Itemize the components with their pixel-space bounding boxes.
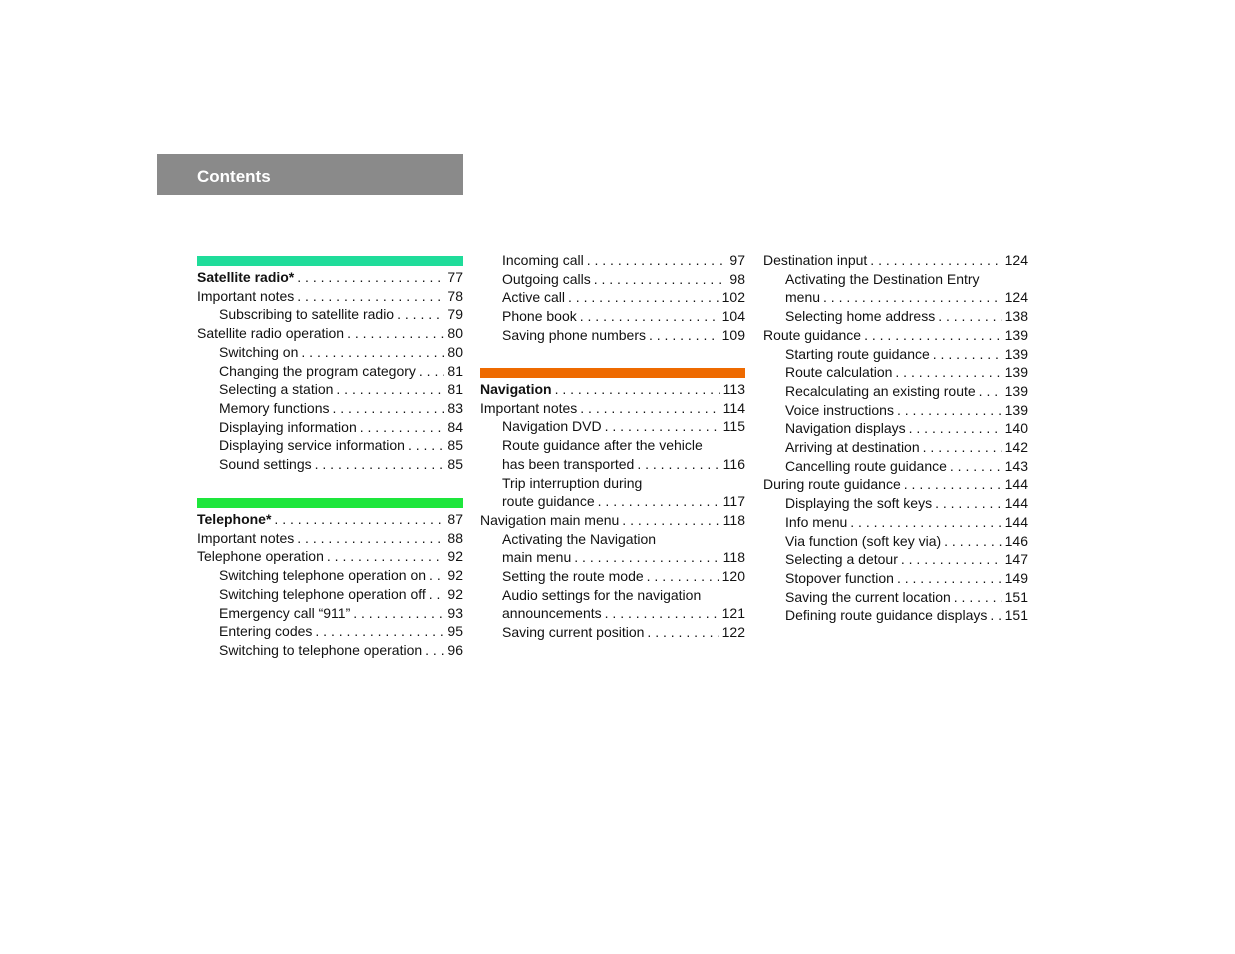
toc-entry-page: 98 [729, 270, 745, 287]
toc-entry[interactable] [480, 511, 745, 530]
toc-entry-title: Telephone* [197, 511, 272, 527]
toc-entry-title: Emergency call “911” [219, 604, 351, 621]
toc-entry-title: Info menu [785, 513, 848, 530]
toc-entry-page: 138 [1004, 308, 1028, 325]
toc-leader-dots [301, 343, 444, 362]
toc-entry-title: Selecting a station [219, 381, 334, 398]
toc-entry[interactable] [480, 399, 745, 418]
toc-entry[interactable] [785, 569, 1028, 588]
toc-entry-page: 142 [1004, 439, 1028, 455]
toc-entry-title: Audio settings for the navigation [502, 586, 702, 603]
toc-entry-title: Navigation main menu [480, 511, 620, 528]
toc-entry-title: Important notes [480, 399, 578, 416]
toc-entry-title: Route calculation [785, 364, 893, 381]
toc-entry[interactable] [502, 548, 745, 567]
toc-leader-dots [983, 270, 1025, 289]
toc-leader-dots [645, 474, 742, 493]
toc-leader-dots [587, 251, 727, 270]
toc-leader-dots [897, 401, 1002, 420]
toc-leader-dots [950, 457, 1002, 476]
toc-entry[interactable] [219, 436, 463, 455]
toc-entry[interactable] [219, 305, 463, 324]
toc-leader-dots [850, 513, 1001, 532]
toc-entry-title: Changing the program category [219, 362, 416, 379]
toc-leader-dots [622, 511, 719, 530]
contents-header [157, 154, 463, 195]
toc-entry[interactable] [763, 251, 1028, 270]
toc-entry-title: Route guidance after the vehicle [502, 437, 703, 454]
toc-entry[interactable] [197, 547, 463, 566]
toc-entry-page: 139 [1004, 364, 1028, 381]
toc-entry-page: 85 [447, 456, 463, 472]
toc-entry[interactable] [219, 566, 463, 585]
toc-leader-dots [327, 547, 445, 566]
toc-entry[interactable] [219, 641, 463, 660]
toc-entry-title: Sound settings [219, 456, 312, 472]
toc-leader-dots [935, 494, 1002, 513]
toc-leader-dots [408, 436, 444, 455]
toc-entry[interactable] [785, 382, 1028, 401]
toc-entry-title: Switching to telephone operation [219, 641, 423, 658]
toc-entry-page: 92 [447, 548, 463, 565]
toc-entry-title: Telephone operation [197, 548, 324, 565]
toc-entry-page: 92 [447, 585, 463, 602]
toc-entry-page: 146 [1004, 532, 1028, 549]
toc-entry[interactable] [219, 343, 463, 362]
toc-entry[interactable] [763, 326, 1028, 345]
telephone-section-bar [197, 498, 463, 508]
toc-leader-dots [647, 623, 718, 642]
toc-leader-dots [274, 510, 444, 529]
toc-leader-dots [649, 326, 719, 345]
toc-entry-title: Activating the Destination Entry [785, 270, 980, 287]
toc-entry-title: route guidance [502, 493, 595, 510]
toc-leader-dots [336, 380, 444, 399]
toc-entry-title: Navigation DVD [502, 418, 602, 435]
toc-leader-dots [397, 305, 444, 324]
toc-leader-dots [315, 622, 444, 641]
toc-leader-dots [979, 382, 1002, 401]
toc-entry-title: Arriving at destination [785, 439, 920, 455]
toc-entry-page: 117 [722, 493, 745, 510]
toc-entry-page: 151 [1004, 588, 1028, 605]
toc-entry-page: 120 [721, 568, 745, 584]
toc-entry[interactable] [785, 419, 1028, 438]
page-title: Contents [197, 167, 271, 186]
navigation-section-bar [480, 368, 745, 378]
toc-entry-title: Destination input [763, 252, 868, 268]
toc-leader-dots [297, 268, 444, 287]
toc-entry[interactable] [785, 494, 1028, 513]
toc-entry[interactable] [197, 510, 463, 529]
toc-entry-page: 139 [1004, 326, 1028, 343]
toc-entry-title: menu [785, 289, 821, 306]
toc-entry-title: Displaying information [219, 418, 357, 435]
toc-entry-title: Route guidance [763, 326, 862, 343]
toc-leader-dots [637, 455, 719, 474]
toc-entry-title: Entering codes [219, 623, 313, 640]
toc-leader-dots [605, 604, 719, 623]
toc-entry-title: Activating the Navigation [502, 530, 657, 547]
toc-entry-page: 144 [1004, 495, 1028, 512]
toc-entry[interactable] [785, 588, 1028, 607]
toc-entry-page: 139 [1004, 382, 1028, 399]
toc-entry-page: 139 [1004, 345, 1028, 362]
toc-leader-dots [574, 548, 719, 567]
toc-entry-title: Recalculating an existing route [785, 382, 976, 399]
toc-entry[interactable] [502, 604, 745, 623]
toc-entry-title: Subscribing to satellite radio [219, 306, 395, 323]
toc-entry-page: 122 [721, 624, 745, 641]
toc-entry-title: Displaying the soft keys [785, 495, 933, 512]
toc-entry-page: 84 [447, 418, 463, 435]
toc-entry[interactable] [785, 457, 1028, 476]
toc-entry[interactable] [785, 532, 1028, 551]
toc-entry[interactable] [502, 251, 745, 270]
toc-leader-dots [704, 586, 742, 605]
toc-entry[interactable] [219, 622, 463, 641]
toc-entry-title: Switching telephone operation off [219, 585, 426, 602]
toc-entry-title: Via function (soft key via) [785, 532, 942, 549]
toc-entry[interactable] [785, 606, 1028, 625]
toc-entry-page: 144 [1004, 513, 1028, 530]
toc-entry[interactable] [502, 474, 745, 493]
toc-entry-title: Important notes [197, 529, 295, 546]
toc-entry-title: Incoming call [502, 252, 584, 268]
toc-leader-dots [360, 418, 445, 437]
toc-entry-title: Phone book [502, 308, 577, 325]
toc-entry-title: Selecting a detour [785, 551, 898, 568]
toc-entry[interactable] [785, 288, 1028, 307]
toc-entry-title: During route guidance [763, 476, 901, 493]
toc-leader-dots [580, 399, 719, 418]
toc-leader-dots [909, 419, 1002, 438]
toc-entry[interactable] [785, 345, 1028, 364]
toc-entry[interactable] [480, 380, 745, 399]
toc-entry-title: announcements [502, 605, 602, 622]
toc-entry-page: 83 [447, 399, 463, 416]
toc-entry[interactable] [197, 529, 463, 548]
toc-leader-dots [605, 417, 720, 436]
toc-leader-dots [647, 567, 719, 586]
toc-entry[interactable] [197, 287, 463, 306]
toc-entry-page: 81 [447, 381, 463, 398]
toc-entry[interactable] [502, 492, 745, 511]
toc-entry-page: 85 [447, 437, 463, 454]
toc-leader-dots [923, 438, 1002, 457]
toc-leader-dots [429, 585, 445, 604]
toc-entry-page: 124 [1004, 289, 1028, 306]
toc-entry-page: 87 [447, 511, 463, 527]
toc-entry-title: Switching telephone operation on [219, 567, 427, 584]
toc-entry-page: 118 [722, 511, 745, 528]
toc-entry-page: 104 [721, 308, 745, 325]
toc-leader-dots [332, 399, 444, 418]
toc-leader-dots [938, 307, 1001, 326]
toc-entry-page: 116 [722, 455, 745, 472]
toc-entry[interactable] [219, 455, 463, 474]
toc-entry[interactable] [502, 436, 745, 455]
toc-entry-title: Memory functions [219, 399, 330, 416]
toc-entry[interactable] [785, 550, 1028, 569]
toc-leader-dots [429, 566, 444, 585]
toc-entry-title: Navigation displays [785, 420, 906, 437]
toc-entry-title: main menu [502, 549, 572, 566]
toc-leader-dots [990, 606, 1001, 625]
toc-entry-title: Saving the current location [785, 588, 951, 605]
toc-entry-page: 144 [1004, 476, 1028, 493]
toc-entry[interactable] [785, 307, 1028, 326]
toc-leader-dots [706, 436, 742, 455]
toc-leader-dots [297, 287, 444, 306]
toc-entry-page: 80 [447, 343, 463, 360]
toc-entry[interactable] [502, 288, 745, 307]
toc-leader-dots [897, 569, 1002, 588]
toc-entry[interactable] [219, 604, 463, 623]
toc-entry-title: Setting the route mode [502, 568, 644, 584]
toc-entry-page: 78 [447, 287, 463, 304]
toc-entry-page: 97 [729, 252, 745, 268]
toc-leader-dots [594, 270, 727, 289]
toc-entry-title: Saving current position [502, 624, 645, 641]
toc-entry-page: 77 [447, 269, 463, 285]
toc-entry-title: Important notes [197, 287, 295, 304]
toc-entry[interactable] [219, 362, 463, 381]
toc-leader-dots [864, 326, 1002, 345]
toc-entry-page: 95 [447, 623, 463, 640]
toc-entry[interactable] [502, 307, 745, 326]
toc-entry-title: Saving phone numbers [502, 326, 646, 343]
toc-entry-title: Cancelling route guidance [785, 457, 947, 474]
toc-leader-dots [353, 604, 444, 623]
toc-entry-page: 121 [721, 605, 745, 622]
toc-entry-title: Satellite radio* [197, 269, 295, 285]
toc-entry[interactable] [219, 585, 463, 604]
toc-entry-title: Navigation [480, 381, 552, 397]
toc-entry-title: Voice instructions [785, 401, 894, 418]
toc-entry[interactable] [502, 455, 745, 474]
toc-entry-title: Switching on [219, 343, 299, 360]
toc-entry[interactable] [785, 438, 1028, 457]
toc-leader-dots [933, 345, 1002, 364]
toc-entry-title: Displaying service information [219, 437, 405, 454]
toc-entry-title: Stopover function [785, 569, 894, 586]
toc-entry-title: has been transported [502, 455, 635, 472]
toc-entry-page: 143 [1004, 457, 1028, 474]
toc-entry-page: 147 [1004, 551, 1028, 568]
toc-entry[interactable] [785, 270, 1028, 289]
toc-entry[interactable] [502, 530, 745, 549]
toc-entry[interactable] [197, 324, 463, 343]
toc-leader-dots [598, 492, 720, 511]
toc-entry[interactable] [219, 399, 463, 418]
toc-leader-dots [419, 362, 445, 381]
toc-entry[interactable] [197, 268, 463, 287]
toc-leader-dots [315, 455, 445, 474]
toc-leader-dots [901, 550, 1002, 569]
toc-entry-page: 140 [1004, 420, 1028, 437]
toc-entry[interactable] [502, 623, 745, 642]
toc-entry-page: 151 [1004, 607, 1028, 624]
toc-entry[interactable] [785, 363, 1028, 382]
satellite-section-bar [197, 256, 463, 266]
toc-entry[interactable] [219, 380, 463, 399]
toc-entry-page: 114 [722, 399, 745, 416]
toc-entry[interactable] [502, 586, 745, 605]
toc-leader-dots [954, 588, 1002, 607]
toc-leader-dots [425, 641, 444, 660]
toc-entry-title: Outgoing calls [502, 270, 591, 287]
toc-entry-page: 115 [722, 418, 745, 435]
toc-entry-page: 139 [1004, 401, 1028, 418]
toc-leader-dots [904, 475, 1002, 494]
toc-entry-title: Defining route guidance displays [785, 607, 988, 624]
toc-entry-page: 81 [447, 362, 463, 379]
toc-entry[interactable] [502, 417, 745, 436]
toc-leader-dots [823, 288, 1002, 307]
toc-entry-title: Selecting home address [785, 308, 936, 325]
toc-entry-page: 96 [447, 641, 463, 658]
toc-entry-page: 93 [447, 604, 463, 621]
toc-entry-page: 79 [447, 306, 463, 323]
toc-entry-page: 92 [447, 567, 463, 584]
toc-entry-page: 113 [722, 381, 745, 397]
toc-entry-page: 109 [721, 326, 745, 343]
toc-leader-dots [347, 324, 444, 343]
toc-leader-dots [580, 307, 719, 326]
toc-leader-dots [870, 251, 1001, 270]
toc-entry[interactable] [763, 475, 1028, 494]
toc-leader-dots [297, 529, 444, 548]
toc-entry[interactable] [785, 401, 1028, 420]
toc-entry-page: 88 [447, 529, 463, 546]
toc-leader-dots [895, 363, 1001, 382]
toc-entry-title: Starting route guidance [785, 345, 930, 362]
toc-entry[interactable] [785, 513, 1028, 532]
toc-entry-page: 149 [1004, 569, 1028, 586]
toc-entry-page: 80 [447, 325, 463, 342]
toc-leader-dots [555, 380, 720, 399]
toc-entry[interactable] [502, 567, 745, 586]
toc-leader-dots [568, 288, 719, 307]
toc-entry-title: Satellite radio operation [197, 325, 345, 342]
toc-entry-page: 124 [1004, 252, 1028, 268]
toc-entry-page: 118 [722, 549, 745, 566]
toc-entry-title: Trip interruption during [502, 474, 643, 491]
toc-entry[interactable] [502, 326, 745, 345]
toc-entry-page: 102 [721, 289, 745, 306]
toc-leader-dots [659, 530, 742, 549]
toc-entry-title: Active call [502, 289, 566, 306]
toc-entry[interactable] [502, 270, 745, 289]
toc-leader-dots [944, 532, 1001, 551]
toc-entry[interactable] [219, 418, 463, 437]
